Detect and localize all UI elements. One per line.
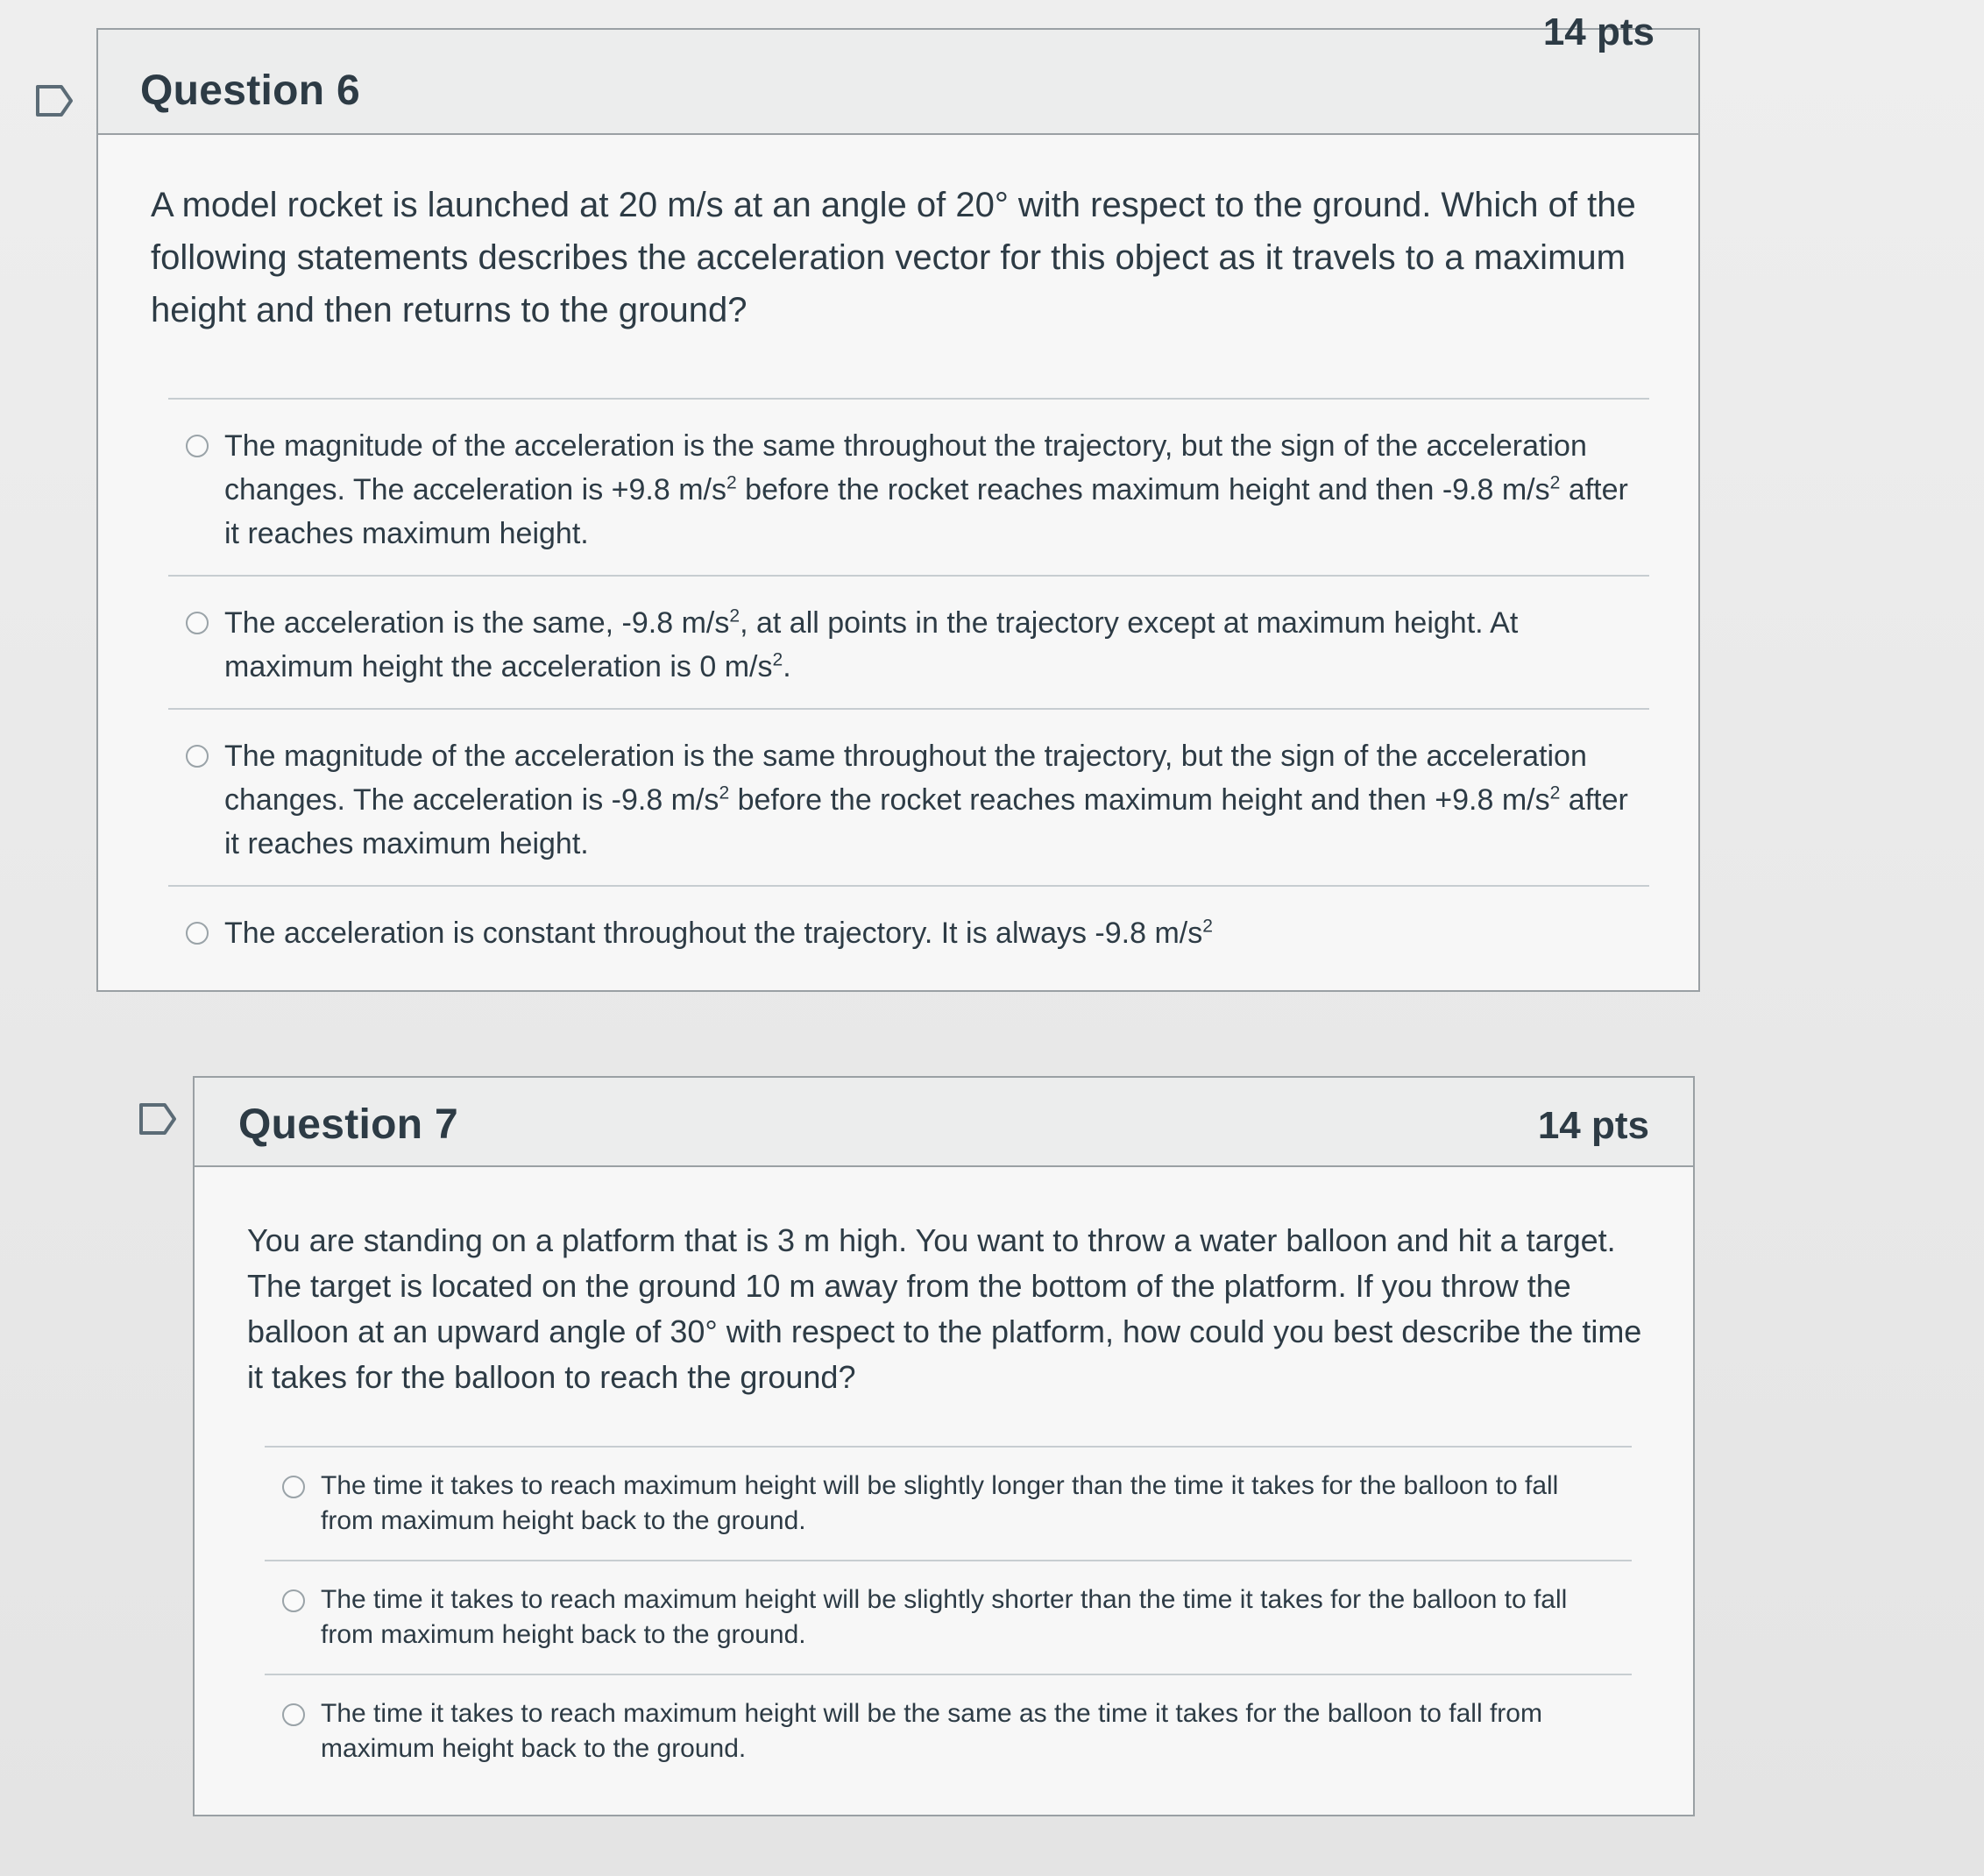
radio-button[interactable]	[282, 1589, 305, 1612]
bookmark-flag-icon	[138, 1102, 177, 1136]
answer-option[interactable]	[168, 887, 1649, 974]
bookmark-flag-icon	[35, 84, 74, 117]
answer-label: The magnitude of the acceleration is the same throughout the trajectory, but the sign of the acceleration changes. The acceleration is -9.8 $m/s^2$ before the rocket reaches maximum height and then +9.8 $m/s^2$ after it reaches maximum height.	[224, 740, 1628, 860]
question-card	[96, 11, 1700, 992]
radio-button[interactable]	[186, 612, 209, 634]
question-text: You are standing on a platform that is 3 m high. You want to throw a water balloon and hit a target. The target is located on the ground 10 m away from the bottom of the platform. If you throw the balloon at an upward angle of 30° with respect to the platform, how could you best describe the time it takes for the balloon to reach the ground?	[247, 1222, 1642, 1395]
question-header	[98, 30, 1698, 135]
answer-label: The acceleration is constant throughout the trajectory. It is always -9.8 $m/s^2$	[224, 916, 1213, 950]
answer-list	[168, 398, 1649, 974]
answer-label: The acceleration is the same, -9.8 $m/s^2$, at all points in the trajectory except at maximum height. At maximum height the acceleration is 0 $m/s^2$.	[224, 605, 1519, 683]
question-title: Question 7	[238, 1101, 459, 1148]
radio-button[interactable]	[282, 1703, 305, 1726]
radio-button[interactable]	[186, 922, 209, 945]
question-text: A model rocket is launched at 20 m/s at an angle of 20° with respect to the ground. Which of the following statements describes the acceleration vector for this object as it travels to a maximum height and then returns to the ground?	[151, 186, 1636, 329]
answer-label: The time it takes to reach maximum height will be slightly shorter than the time it takes for the balloon to fall from maximum height back to the ground.	[321, 1585, 1568, 1649]
radio-button[interactable]	[282, 1476, 305, 1498]
radio-button[interactable]	[186, 435, 209, 457]
question-header	[195, 1078, 1693, 1167]
answer-option[interactable]	[265, 1448, 1632, 1561]
answer-option[interactable]	[265, 1675, 1632, 1788]
answer-option[interactable]	[168, 710, 1649, 887]
question-title: Question 6	[140, 67, 361, 114]
question-card	[193, 1076, 1695, 1816]
answer-label: The time it takes to reach maximum height will be slightly longer than the time it takes for the balloon to fall from maximum height back to the ground.	[321, 1471, 1559, 1535]
flag-question-icon[interactable]	[138, 1102, 177, 1136]
flag-question-icon[interactable]	[35, 84, 74, 117]
answer-option[interactable]	[168, 400, 1649, 577]
answer-list	[265, 1446, 1632, 1788]
question-points: 14 pts	[1542, 11, 1655, 53]
question-points: 14 pts	[1537, 1104, 1649, 1147]
radio-button[interactable]	[186, 745, 209, 768]
answer-label: The time it takes to reach maximum height will be the same as the time it takes for the balloon to fall from maximum height back to the ground.	[321, 1699, 1542, 1763]
answer-option[interactable]	[265, 1561, 1632, 1675]
answer-label: The magnitude of the acceleration is the same throughout the trajectory, but the sign of the acceleration changes. The acceleration is +9.8 $m/s^2$ before the rocket reaches maximum height and then -9.8 $m/s^2$ after it reaches maximum height.	[224, 429, 1628, 550]
answer-option[interactable]	[168, 577, 1649, 710]
